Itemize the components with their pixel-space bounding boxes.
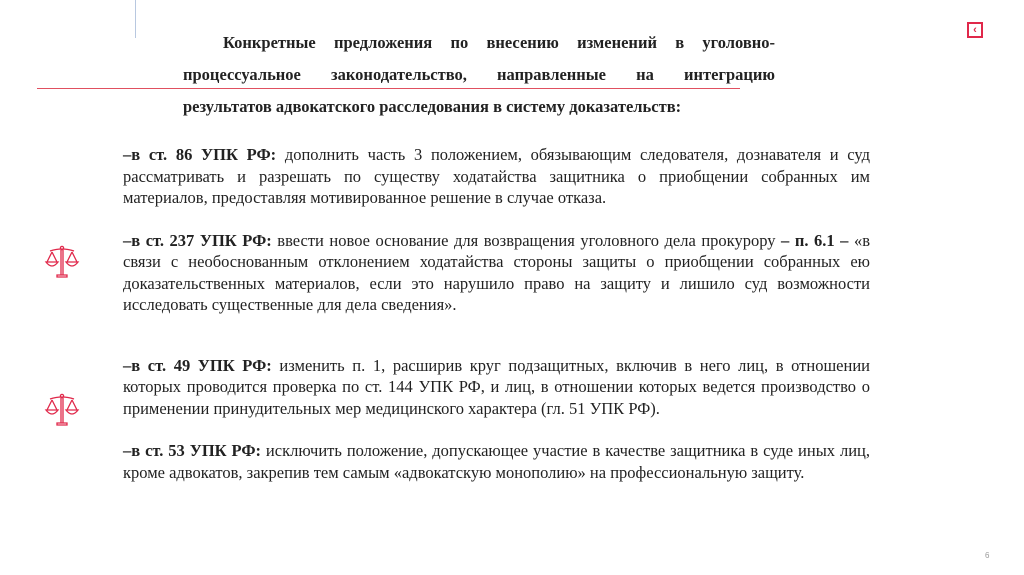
title-line: Конкретные предложения по внесению изменений в уголовно-	[223, 33, 775, 52]
proposal-text: дополнить часть 3 положением, обязывающим следователя, дознавателя и суд рассматривать и разрешать по существу ходатайства защитника о приобщении собранных им материалов, предоставляя мотивированное решение в случае отказа.	[123, 145, 870, 207]
proposal-item	[123, 230, 870, 316]
proposal-text: изменить п. 1, расширив круг подзащитных, включив в него лиц, в отношении которых проводится проверка по ст. 144 УПК РФ, и лиц, в отношении которых ведется производство о применении принудительных мер медицинского характера (гл. 51 УПК РФ).	[123, 355, 870, 418]
proposal-text: исключить положение, допускающее участие в качестве защитника в суде иных лиц, кроме адвокатов, закрепив тем самым «адвокатскую монополию» на профессиональную защиту.	[123, 441, 870, 482]
article-ref: –в ст. 86 УПК РФ:	[123, 145, 277, 164]
proposal-item	[123, 355, 870, 420]
article-ref: –в ст. 237 УПК РФ:	[123, 230, 272, 250]
scales-of-justice-icon	[44, 392, 80, 428]
title-line: результатов адвокатского расследования в систему доказательств:	[183, 97, 682, 116]
title-line: процессуальное законодательство, направленные на интеграцию	[183, 65, 775, 84]
proposal-text: «в связи с необоснованным отклонением ходатайства стороны защиты о приобщении собранных ею доказательственных материалов, если это нарушило право на защиту и лишило суд возможности исследовать существенные для дела сведения».	[123, 230, 871, 314]
proposal-text: ввести новое основание для возвращения уголовного дела прокурору	[271, 230, 782, 250]
article-ref: –в ст. 53 УПК РФ:	[123, 441, 262, 460]
brand-logo-icon: ‹	[967, 22, 983, 38]
proposal-item	[123, 440, 870, 483]
clause-ref: – п. 6.1 –	[781, 230, 849, 250]
proposal-item	[123, 144, 870, 209]
page-number: 6	[985, 551, 990, 560]
title-underline	[37, 88, 740, 89]
article-ref: –в ст. 49 УПК РФ:	[123, 355, 272, 375]
scales-of-justice-icon	[44, 244, 80, 280]
proposals-list	[123, 144, 870, 504]
vertical-divider	[135, 0, 136, 38]
slide-title	[183, 27, 775, 123]
